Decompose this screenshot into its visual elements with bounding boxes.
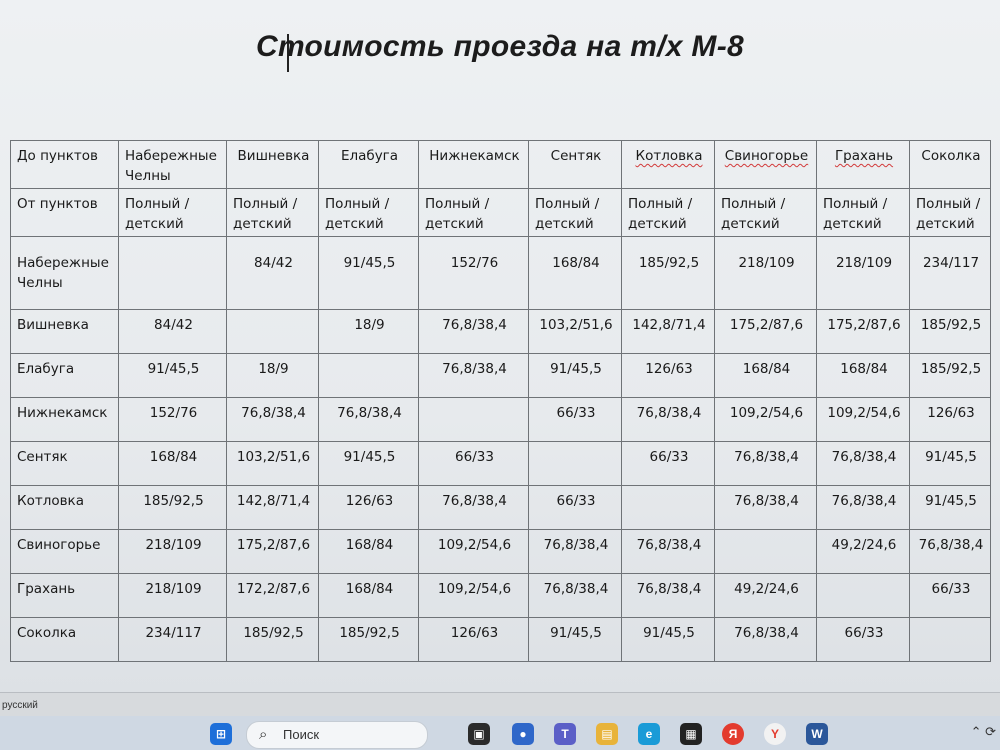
fare-cell [529,442,622,486]
fare-cell: 76,8/38,4 [622,574,715,618]
subheader-cell: Полный /детский [319,189,419,237]
fare-cell: 175,2/87,6 [715,310,817,354]
column-header: Сентяк [529,141,622,189]
fare-cell: 103,2/51,6 [227,442,319,486]
fare-cell: 76,8/38,4 [319,398,419,442]
fare-cell: 76,8/38,4 [529,530,622,574]
subheader-cell: Полный /детский [227,189,319,237]
table-row [11,354,991,398]
row-label: Грахань [11,574,119,618]
row-label: Свиногорье [11,530,119,574]
fare-cell: 76,8/38,4 [419,354,529,398]
row-label: Нижнекамск [11,398,119,442]
fare-cell: 18/9 [319,310,419,354]
subheader-cell: Полный /детский [419,189,529,237]
fare-cell: 175,2/87,6 [227,530,319,574]
fare-cell: 66/33 [529,486,622,530]
fare-cell: 218/109 [119,530,227,574]
fare-cell: 91/45,5 [910,442,991,486]
fare-cell: 172,2/87,6 [227,574,319,618]
subheader-row [11,189,991,237]
row-label: Елабуга [11,354,119,398]
fare-cell: 76,8/38,4 [529,574,622,618]
chat-icon[interactable]: ● [512,723,534,745]
fare-cell: 91/45,5 [529,354,622,398]
row-label: Соколка [11,618,119,662]
fare-cell: 185/92,5 [227,618,319,662]
fare-cell: 142,8/71,4 [227,486,319,530]
row-label: Набережные Челны [11,237,119,310]
fare-cell: 168/84 [529,237,622,310]
table-row [11,398,991,442]
table-row [11,486,991,530]
fare-cell: 234/117 [910,237,991,310]
fare-cell: 91/45,5 [319,237,419,310]
taskbar [0,716,1000,750]
fare-cell: 66/33 [419,442,529,486]
fare-cell: 109,2/54,6 [419,574,529,618]
fare-cell: 126/63 [910,398,991,442]
column-header: Нижнекамск [419,141,529,189]
fare-cell: 185/92,5 [622,237,715,310]
yandex-icon[interactable]: Я [722,723,744,745]
fare-cell [119,237,227,310]
fare-cell: 218/109 [817,237,910,310]
fare-cell: 234/117 [119,618,227,662]
table-row [11,442,991,486]
subheader-cell: Полный /детский [622,189,715,237]
fare-cell [319,354,419,398]
fare-cell: 76,8/38,4 [715,618,817,662]
word-status-bar [0,692,1000,717]
fare-cell [817,574,910,618]
column-header: Набережные Челны [119,141,227,189]
fare-cell: 18/9 [227,354,319,398]
fare-table [10,140,991,662]
subheader-cell: Полный /детский [119,189,227,237]
fare-cell: 91/45,5 [319,442,419,486]
fare-cell: 76,8/38,4 [715,486,817,530]
fare-cell: 76,8/38,4 [910,530,991,574]
fare-cell: 103,2/51,6 [529,310,622,354]
row-label: Котловка [11,486,119,530]
table-row [11,574,991,618]
fare-cell: 66/33 [910,574,991,618]
fare-cell: 76,8/38,4 [419,310,529,354]
fare-cell: 168/84 [319,574,419,618]
fare-cell: 91/45,5 [622,618,715,662]
fare-cell: 76,8/38,4 [817,442,910,486]
store-icon[interactable]: ▦ [680,723,702,745]
fare-cell: 168/84 [817,354,910,398]
fare-cell: 76,8/38,4 [419,486,529,530]
fare-cell: 168/84 [319,530,419,574]
fare-cell: 185/92,5 [910,354,991,398]
fare-cell: 91/45,5 [119,354,227,398]
fare-cell: 66/33 [817,618,910,662]
fare-cell: 84/42 [119,310,227,354]
fare-cell: 126/63 [319,486,419,530]
row-label: Сентяк [11,442,119,486]
fare-cell: 66/33 [529,398,622,442]
fare-cell [910,618,991,662]
taskbar-search[interactable] [246,721,428,749]
fare-cell: 109,2/54,6 [817,398,910,442]
column-header: Соколка [910,141,991,189]
fare-cell: 76,8/38,4 [227,398,319,442]
subheader-cell: Полный /детский [715,189,817,237]
table-row [11,530,991,574]
language-indicator[interactable]: русский [2,700,38,711]
header-row [11,141,991,189]
fare-cell: 91/45,5 [529,618,622,662]
corner-bottom-cell: От пунктов [11,189,119,237]
fare-cell: 168/84 [119,442,227,486]
fare-cell: 126/63 [419,618,529,662]
fare-cell: 218/109 [715,237,817,310]
fare-cell: 175,2/87,6 [817,310,910,354]
fare-cell: 185/92,5 [910,310,991,354]
search-icon: ⌕ [259,726,268,743]
fare-cell: 49,2/24,6 [817,530,910,574]
fare-cell: 152/76 [419,237,529,310]
fare-cell: 109,2/54,6 [715,398,817,442]
subheader-cell: Полный /детский [817,189,910,237]
fare-cell: 142,8/71,4 [622,310,715,354]
search-label: Поиск [283,727,320,742]
fare-cell: 76,8/38,4 [817,486,910,530]
column-header: Елабуга [319,141,419,189]
fare-cell [622,486,715,530]
corner-top-cell: До пунктов [11,141,119,189]
fare-cell: 84/42 [227,237,319,310]
fare-cell: 76,8/38,4 [715,442,817,486]
fare-cell: 152/76 [119,398,227,442]
yandex-browser-icon[interactable]: Y [764,723,786,745]
table-row [11,237,991,310]
subheader-cell: Полный /детский [910,189,991,237]
fare-cell: 185/92,5 [319,618,419,662]
fare-cell [715,530,817,574]
fare-cell [227,310,319,354]
fare-cell: 76,8/38,4 [622,398,715,442]
file-explorer-icon[interactable]: ▤ [596,723,618,745]
teams-icon[interactable]: T [554,723,576,745]
column-header: Котловка [622,141,715,189]
fare-cell: 185/92,5 [119,486,227,530]
table-row [11,618,991,662]
column-header: Свиногорье [715,141,817,189]
fare-cell: 168/84 [715,354,817,398]
fare-cell: 126/63 [622,354,715,398]
word-icon[interactable]: W [806,723,828,745]
fare-cell: 109,2/54,6 [419,530,529,574]
task-view-icon[interactable]: ▣ [468,723,490,745]
column-header: Вишневка [227,141,319,189]
document-title: Стоимость проезда на т/х М-8 [256,30,744,63]
windows-start-icon[interactable]: ⊞ [210,723,232,745]
fare-cell: 76,8/38,4 [622,530,715,574]
fare-cell: 91/45,5 [910,486,991,530]
fare-cell: 66/33 [622,442,715,486]
edge-icon[interactable]: e [638,723,660,745]
fare-cell: 49,2/24,6 [715,574,817,618]
column-header: Грахань [817,141,910,189]
system-tray[interactable]: ⌃ ⟳ [970,724,996,739]
fare-cell: 218/109 [119,574,227,618]
subheader-cell: Полный /детский [529,189,622,237]
table-row [11,310,991,354]
fare-cell [419,398,529,442]
row-label: Вишневка [11,310,119,354]
